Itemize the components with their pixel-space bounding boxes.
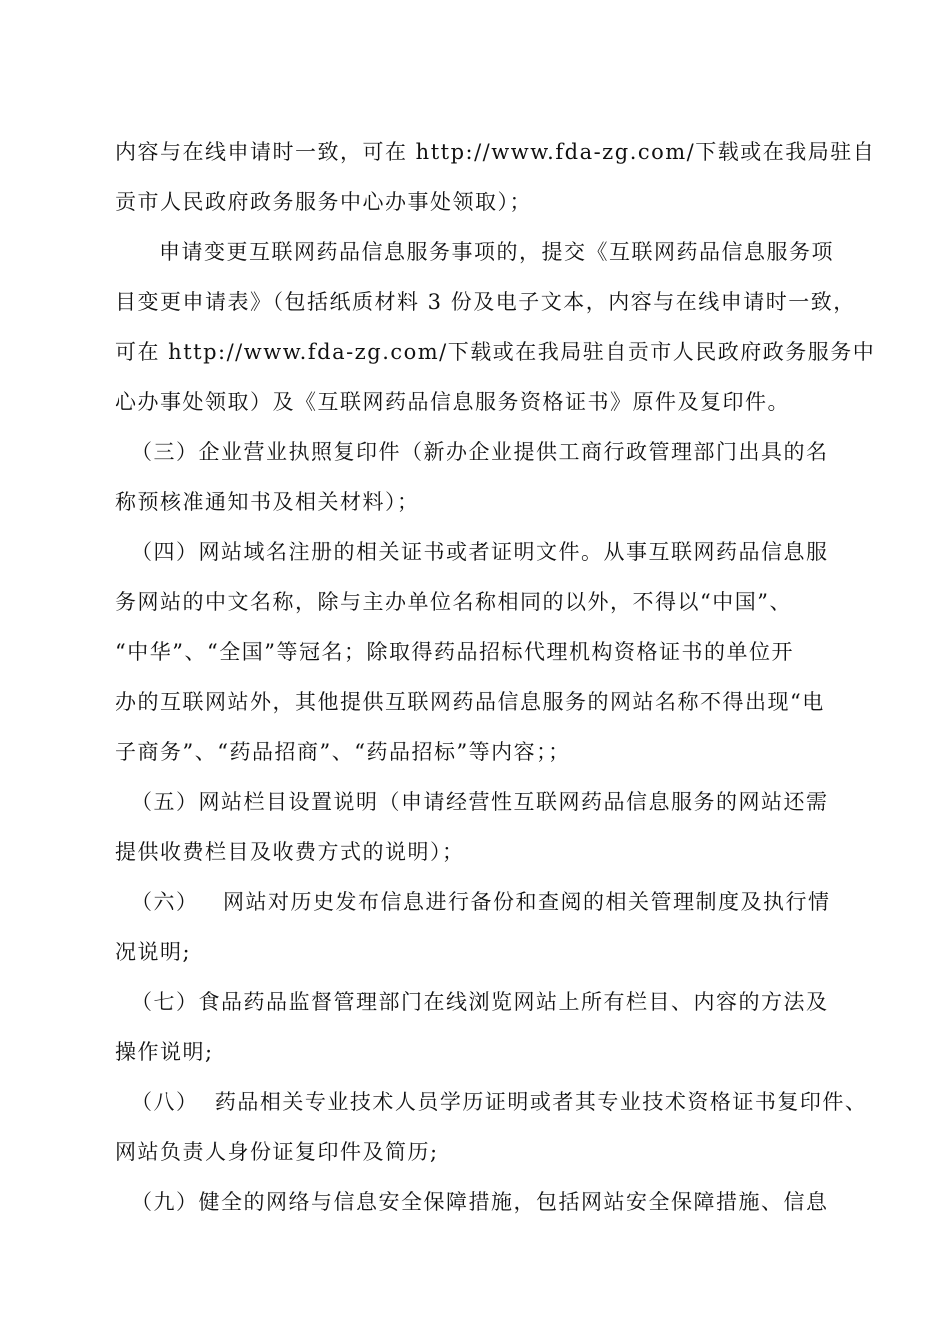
text-line: 网站负责人身份证复印件及简历; — [115, 1140, 439, 1164]
list-item-6: （六） 网站对历史发布信息进行备份和查阅的相关管理制度及执行情 — [131, 890, 831, 914]
list-item-7: （七）食品药品监督管理部门在线浏览网站上所有栏目、内容的方法及 — [131, 990, 829, 1014]
paragraph-start-line: 申请变更互联网药品信息服务事项的，提交《互联网药品信息服务项 — [159, 240, 834, 264]
text-line: 办的互联网站外，其他提供互联网药品信息服务的网站名称不得出现“电 — [115, 690, 825, 714]
text-line: 心办事处领取）及《互联网药品信息服务资格证书》原件及复印件。 — [115, 390, 790, 414]
list-item-9: （九）健全的网络与信息安全保障措施，包括网站安全保障措施、信息 — [131, 1190, 829, 1214]
text-line: 操作说明; — [115, 1040, 214, 1064]
list-item-4: （四）网站域名注册的相关证书或者证明文件。从事互联网药品信息服 — [131, 540, 829, 564]
text-line: 内容与在线申请时一致，可在 http://www.fda-zg.com/下载或在我局驻自 — [115, 140, 876, 164]
text-line: 可在 http://www.fda-zg.com/下载或在我局驻自贡市人民政府政务服务中 — [115, 340, 876, 364]
text-line: “中华”、“全国”等冠名；除取得药品招标代理机构资格证书的单位开 — [115, 640, 794, 664]
list-item-8: （八） 药品相关专业技术人员学历证明或者其专业技术资格证书复印件、 — [131, 1090, 868, 1114]
text-line: 称预核准通知书及相关材料）； — [115, 490, 420, 514]
text-line: 务网站的中文名称，除与主办单位名称相同的以外，不得以“中国”、 — [115, 590, 792, 614]
text-line: 目变更申请表》（包括纸质材料 3 份及电子文本，内容与在线申请时一致， — [115, 290, 856, 314]
list-item-5: （五）网站栏目设置说明（申请经营性互联网药品信息服务的网站还需 — [131, 790, 829, 814]
text-line: 提供收费栏目及收费方式的说明）； — [115, 840, 465, 864]
list-item-3: （三）企业营业执照复印件（新办企业提供工商行政管理部门出具的名 — [131, 440, 829, 464]
text-line: 贡市人民政府政务服务中心办事处领取）； — [115, 190, 532, 214]
text-line: 子商务”、“药品招商”、“药品招标”等内容；； — [115, 740, 571, 764]
text-line: 况说明; — [115, 940, 192, 964]
